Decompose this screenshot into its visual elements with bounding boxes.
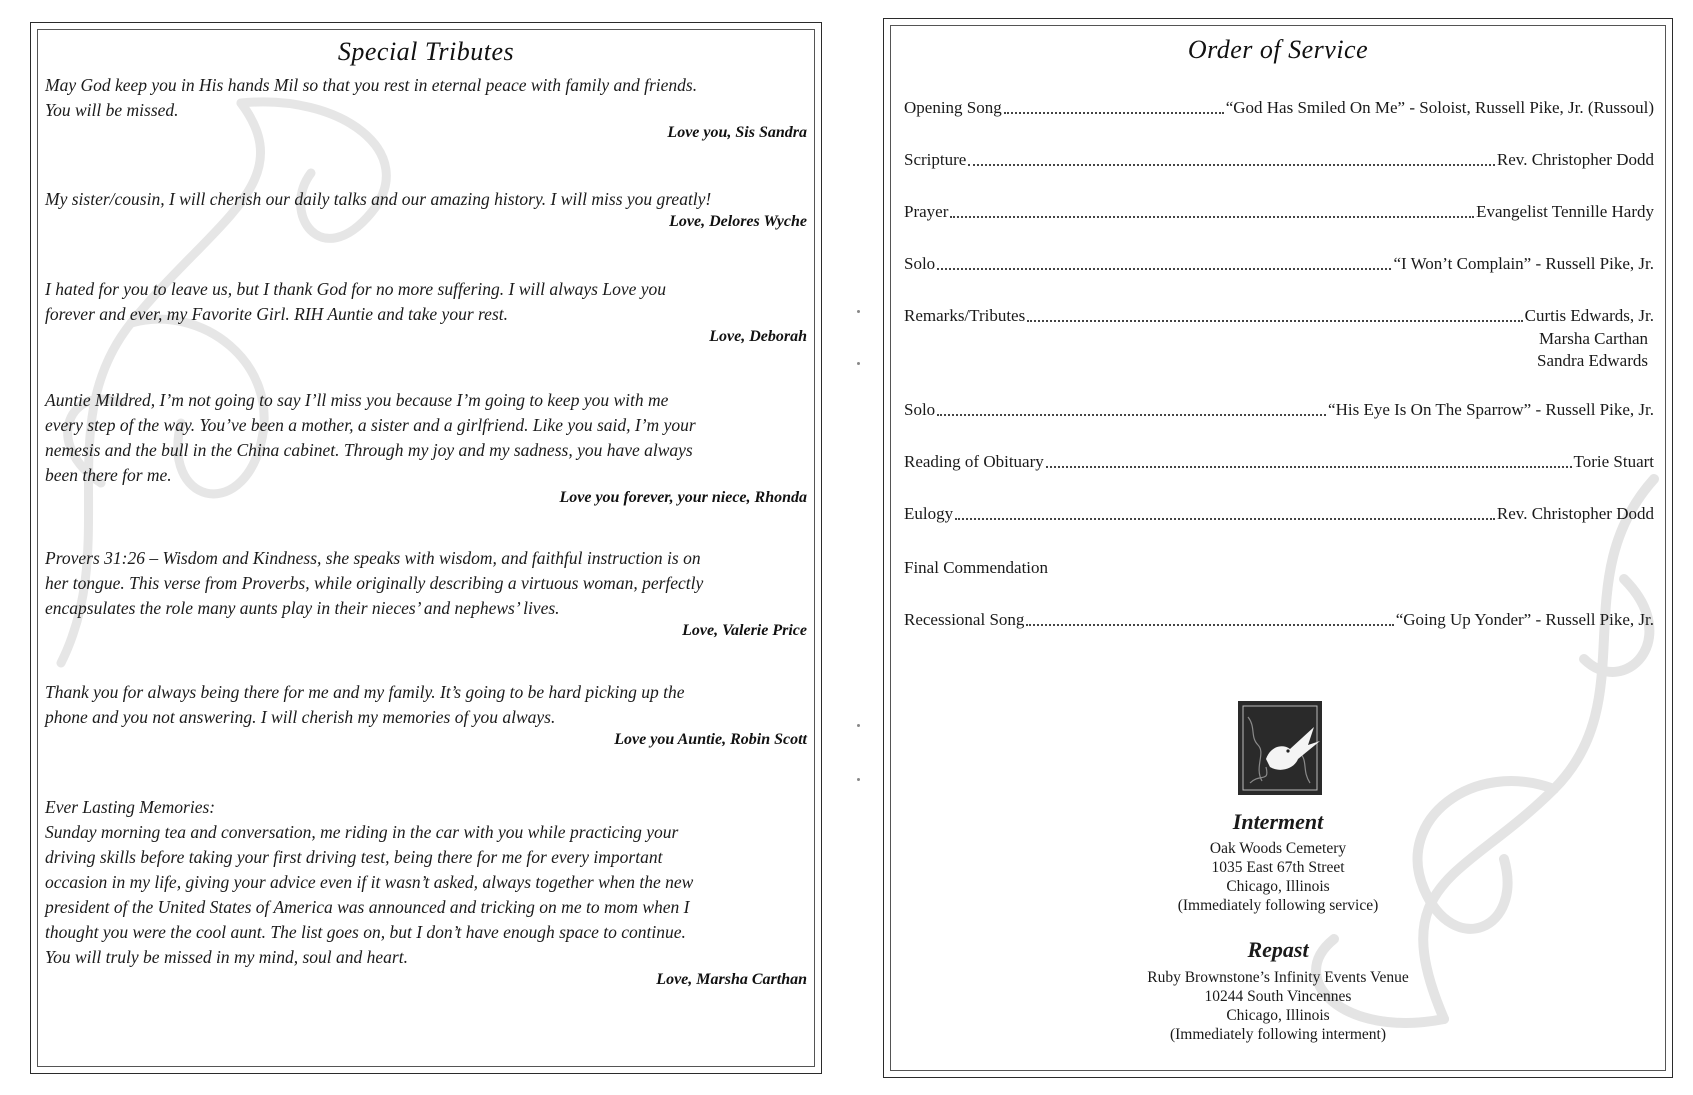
tribute-3	[45, 277, 807, 346]
dot-leader	[950, 215, 1474, 218]
service-value: Curtis Edwards, Jr.	[1524, 306, 1654, 325]
tribute-message: Provers 31:26 – Wisdom and Kindness, she speaks with wisdom, and faithful instruction is on her tongue. This verse from Proverbs, while originally describing a virtuous woman, perfectly encapsulates the role many aunts play in their nieces’ and nephews’ lives.	[45, 548, 704, 618]
tribute-message: My sister/cousin, I will cherish our daily talks and our amazing history. I will miss you greatly!	[45, 189, 712, 209]
tribute-5	[45, 546, 807, 640]
fold-mark	[857, 310, 860, 313]
repast-line: Chicago, Illinois	[1226, 1007, 1330, 1024]
dot-leader	[1026, 623, 1393, 626]
fold-mark	[857, 778, 860, 781]
service-item-remarks	[904, 305, 1654, 327]
service-value: Torie Stuart	[1573, 452, 1654, 471]
tribute-signature: Love you Auntie, Robin Scott	[614, 731, 807, 748]
service-item-opening-song	[904, 97, 1654, 119]
service-label: Solo	[904, 400, 936, 419]
tribute-1	[45, 73, 807, 142]
service-value: Evangelist Tennille Hardy	[1476, 202, 1654, 221]
repast-title: Repast	[1247, 937, 1309, 962]
service-label: Eulogy	[904, 504, 954, 523]
service-item-solo	[904, 253, 1654, 275]
tribute-6	[45, 680, 807, 749]
fold-mark	[857, 724, 860, 727]
service-value: Rev. Christopher Dodd	[1496, 504, 1654, 523]
tribute-message: Thank you for always being there for me and my family. It’s going to be hard picking up the phone and you not answering. I will cherish my memories of you always.	[45, 682, 685, 727]
service-value: “God Has Smiled On Me” - Soloist, Russell Pike, Jr. (Russoul)	[1225, 98, 1654, 117]
tribute-message: I hated for you to leave us, but I thank God for no more suffering. I will always Love you forever and ever, my Favorite Girl. RIH Auntie and take your rest.	[45, 279, 667, 324]
repast-line: 10244 South Vincennes	[1204, 988, 1352, 1005]
dove-emblem-icon	[1236, 697, 1324, 799]
tribute-message: Ever Lasting Memories: Sunday morning tea and conversation, me riding in the car with you while practicing your driving skills before taking your first driving test, being there for me for every important occasion in my life, giving your advice even if it wasn’t asked, always together when the new president of the United States of America was announced and tricking on me to mom when I thought you were the cool aunt. The list goes on, but I don’t have enough space to continue. You will truly be missed in my mind, soul and heart.	[45, 797, 694, 967]
interment-line: (Immediately following service)	[1177, 897, 1379, 914]
tribute-signature: Love, Valerie Price	[682, 622, 807, 639]
service-label: Solo	[904, 254, 936, 273]
service-item-eulogy	[904, 503, 1654, 525]
dot-leader	[937, 413, 1326, 416]
order-of-service-panel	[883, 18, 1673, 1078]
service-item-obituary	[904, 451, 1654, 473]
tribute-message: Auntie Mildred, I’m not going to say I’ll miss you because I’m going to keep you with me every step of the way. You’ve been a mother, a sister and a girlfriend. Like you said, I’m your nemesis and the bull in the China cabinet. Through my joy and my sadness, you have always been there for me.	[45, 390, 696, 485]
tribute-signature: Love you forever, your niece, Rhonda	[559, 489, 807, 506]
remarks-extra-name: Marsha Carthan	[1538, 329, 1648, 348]
page-title: Special Tributes	[337, 37, 515, 66]
service-item-final-commendation	[904, 557, 1654, 579]
tribute-signature: Love, Delores Wyche	[669, 213, 807, 230]
service-value: “I Won’t Complain” - Russell Pike, Jr.	[1393, 254, 1654, 273]
tribute-message: May God keep you in His hands Mil so that you rest in eternal peace with family and friends. You will be missed.	[45, 75, 698, 120]
dot-leader	[1046, 465, 1572, 468]
tribute-signature: Love, Marsha Carthan	[656, 971, 807, 988]
service-label: Opening Song	[904, 98, 1002, 117]
service-item-scripture	[904, 149, 1654, 171]
service-label: Recessional Song	[904, 610, 1025, 629]
service-label: Scripture	[904, 150, 967, 169]
tribute-2	[45, 187, 807, 231]
fold-mark	[857, 362, 860, 365]
interment-title: Interment	[1232, 809, 1324, 834]
service-label: Reading of Obituary	[904, 452, 1044, 471]
service-value: Rev. Christopher Dodd	[1496, 150, 1654, 169]
service-label: Remarks/Tributes	[904, 306, 1026, 325]
dot-leader	[1004, 111, 1224, 114]
tribute-4	[45, 388, 807, 507]
dot-leader	[968, 163, 1495, 166]
service-item-prayer	[904, 201, 1654, 223]
page-title: Order of Service	[1187, 35, 1369, 64]
service-item-recessional	[904, 609, 1654, 631]
interment-line: Oak Woods Cemetery	[1209, 840, 1347, 857]
service-value: “His Eye Is On The Sparrow” - Russell Pike, Jr.	[1328, 400, 1654, 419]
service-item-solo-2	[904, 399, 1654, 421]
special-tributes-panel	[30, 22, 822, 1074]
repast-line: (Immediately following interment)	[1169, 1026, 1387, 1043]
service-label: Prayer	[904, 202, 949, 221]
tribute-signature: Love, Deborah	[709, 328, 807, 345]
dot-leader	[937, 267, 1391, 270]
remarks-extra-name: Sandra Edwards	[1537, 351, 1648, 370]
interment-line: 1035 East 67th Street	[1211, 859, 1345, 876]
tribute-signature: Love you, Sis Sandra	[667, 124, 807, 141]
dot-leader	[955, 517, 1495, 520]
tribute-7	[45, 795, 807, 989]
interment-line: Chicago, Illinois	[1226, 878, 1330, 895]
repast-line: Ruby Brownstone’s Infinity Events Venue	[1147, 969, 1409, 986]
dot-leader	[1027, 319, 1522, 322]
service-label: Final Commendation	[904, 558, 1049, 577]
service-value: “Going Up Yonder” - Russell Pike, Jr.	[1395, 610, 1654, 629]
